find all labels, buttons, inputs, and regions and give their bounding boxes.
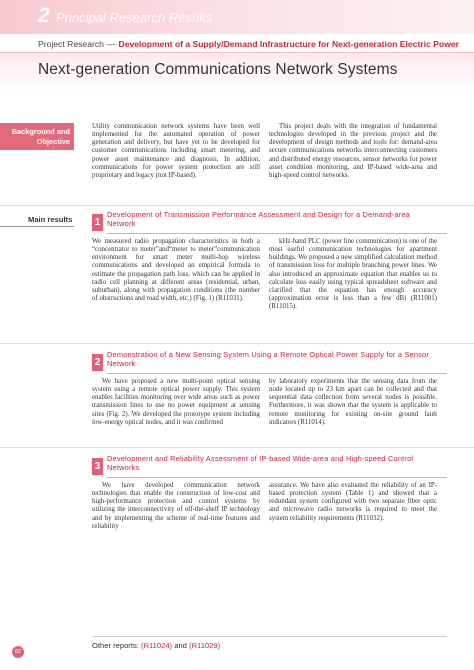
background-text-left: Utility communication network systems have been well implemented for the automated operation of power generation and delivery, but have yet to be developed for customer communications including smart metering, and power asset maintenance and diagnosis. In addition, communications for power system protection are still proprietary and legacy (not IP-based). [92,123,260,179]
section-heading-1 [92,210,447,234]
section-2-text-right: by laboratory experiments that the sensing data from the node located up to 23 km apart can be collected and that sequential data collection from several nodes is possible. Furthermore, it was shown that the system is applicable to remote monitoring for existing on-site ground fault indicators (R11014). [269,378,437,426]
other-reports [92,641,220,650]
section-3-text-left: We have developed communication network technologies that enable the construction of low-cost and high-performance protection and control systems by utilizing the interconnectivity of off-the-shelf IP technology and by implementing the scheme of real-time features and reliability [92,482,260,530]
section-heading-2 [92,350,447,374]
report-link[interactable]: (R11024) [140,641,173,650]
project-title: Development of a Supply/Demand Infrastructure for Next-generation Electric Power [118,39,459,49]
main-results-underline [0,226,74,227]
section-number-badge: 2 [92,354,103,371]
section-title: Principal Research Results [56,10,213,25]
main-results-label: Main results [28,215,73,224]
section-1-text-right: kHz-band PLC (power line communication) is one of the most useful communication technologies for apartment buildings. We proposed a new simplified calculation method of transmission loss for multiple branching power lines. We also introduced an approximate equation that enables us to calculate loss easily using typical spreadsheet software and clarified that the equation has enough accuracy (approximation error is less than a few dB) (R11001) (R11015). [269,238,437,311]
divider [0,447,474,448]
report-link[interactable]: (R11029) [189,641,221,650]
section-number: 2 [38,4,50,27]
title-band [0,52,474,118]
section-heading-rule [107,233,447,234]
page-number: 82 [12,646,24,658]
background-text-right: This project deals with the integration of fundamental technologies developed in the previous project and the development of design methods and tools for: demand-area secure communications networks interconnecting customers and distributed energy resources, sensor networks for power asset condition monitoring, and IP-based wide-area and high-speed control networks. [269,123,437,179]
divider [0,205,474,206]
section-heading-rule [107,373,447,374]
other-reports-label: Other reports: [92,641,139,650]
section-heading-3 [92,454,447,478]
section-number-badge: 1 [92,214,103,231]
footer-rule [92,636,447,637]
page-title: Next-generation Communications Network Systems [38,61,398,78]
background-label: Background and Objective [0,123,74,150]
and-text: and [174,641,187,650]
section-2-text-left: We have proposed a new multi-point optical sensing system using a remote optical power supply. This system enables facilities monitoring over wide areas such as power transmission lines to use no power equipment at sensing sites (Fig. 2). We developed the prototype system including low-energy optical nodes, and it was confirmed [92,378,260,426]
project-prefix: Project Research [38,39,104,49]
section-1-text-left: We measured radio propagation characteristics in both a “concentrator to meter”and“meter to meter”communication environment for smart meter multi-hop wireless communications and developed an empirical formula to estimate the propagation path loss, which can be applied in radio cell planning at different areas (residential, urban, suburban), along with propagation conditions (the number of obstructions and road width, etc.) (Fig. 1) (R11031). [92,238,260,303]
section-heading-rule [107,477,447,478]
section-number-badge: 3 [92,458,103,475]
project-line [38,39,459,49]
section-3-text-right: assurance. We have also evaluated the reliability of an IP-based protection system (Table 1) and showed that a redundant system configured with two separate fiber optic and microwave radio networks is required to meet the system reliability requirements (R11032). [269,482,437,522]
divider [0,343,474,344]
section-banner [0,0,474,34]
project-separator: — [106,39,116,49]
section-heading-text: Development and Reliability Assessment of IP-based Wide-area and High-speed Control Networks [107,454,414,472]
section-heading-text: Development of Transmission Performance Assessment and Design for a Demand-area Network [107,210,410,228]
section-heading-text: Demonstration of a New Sensing System Using a Remote Optical Power Supply for a Sensor Network [107,350,429,368]
